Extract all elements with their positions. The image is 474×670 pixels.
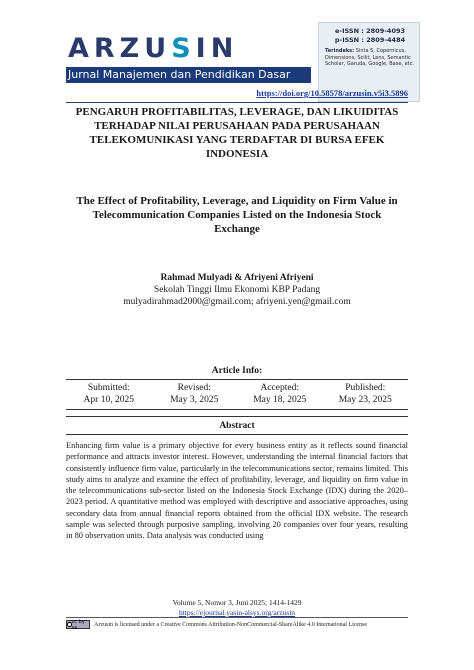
info-date: Apr 10, 2025 <box>83 395 134 405</box>
abstract-rule-top <box>66 416 408 417</box>
journal-logo <box>68 34 238 64</box>
author-emails: mulyadirahmad2000@gmail.com; afriyeni.yen@gmail.com <box>123 297 351 307</box>
page-footer <box>66 598 408 618</box>
logo-accent: S <box>171 33 196 64</box>
logo-prefix: ARZU <box>68 33 172 64</box>
info-label: Revised: <box>177 383 211 393</box>
title-english: The Effect of Profitability, Leverage, and Liquidity on Firm Value in Telecommunication Companies Listed on the Indonesia Stock Exchange <box>76 195 398 235</box>
doi-bar <box>66 83 408 103</box>
authors-block <box>66 272 408 308</box>
abstract-title: Abstract <box>219 421 255 431</box>
logo-suffix: IN <box>195 33 239 64</box>
journal-header <box>0 0 474 108</box>
journal-tagline: Jurnal Manajemen dan Pendidikan Dasar <box>66 67 311 83</box>
license-bar <box>66 617 408 629</box>
author-affiliation: Sekolah Tinggi Ilmu Ekonomi KBP Padang <box>153 285 321 295</box>
p-issn: p-ISSN : 2809-4484 <box>334 36 406 44</box>
info-accepted <box>237 382 323 406</box>
title-indonesian: PENGARUH PROFITABILITAS, LEVERAGE, DAN LIKUIDITAS TERHADAP NILAI PERUSAHAAN PADA PERUSAHAAN TELEKOMUNIKASI YANG TERDAFTAR DI BURSA EFEK INDONESIA <box>75 106 399 160</box>
abstract-rule-bottom <box>66 434 408 435</box>
abstract-body: Enhancing firm value is a primary objective for every business entity as it reflects sound financial performance and attracts investor interest. However, understanding the internal financial factors that consistently influence firm value, particularly in the telecommunications sector, remains limited. This study aims to analyze and examine the effect of profitability, leverage, and liquidity on firm value in the telecommunications sub-sector listed on the Indonesia Stock Exchange (IDX) during the 2020–2023 period. A quantitative method was employed with descriptive and associative approaches, using secondary data from annual financial reports obtained from the official IDX website. The research sample was selected through purposive sampling, involving 20 companies over four years, resulting in 80 observation units. Data analysis was conducted using <box>66 441 408 541</box>
index-label: Terindeks: <box>325 48 355 54</box>
e-issn: e-ISSN : 2809-4093 <box>334 27 406 35</box>
cc-badge-text: cc by sa <box>71 618 85 631</box>
article-info-title: Article Info: <box>211 366 263 376</box>
info-date: May 23, 2025 <box>338 395 392 405</box>
article-info-table <box>66 379 408 410</box>
doi-link[interactable]: https://doi.org/10.58578/arzusin.v5i3.5896 <box>256 88 408 98</box>
info-submitted <box>66 382 152 406</box>
info-label: Accepted: <box>260 383 299 393</box>
cc-license-icon[interactable] <box>66 620 90 629</box>
index-text: Sinta 5, Copernicus, Dimensions, Scilit, Lens, Semantic Scholar, Garuda, Google, Base, etc. <box>325 48 414 67</box>
info-label: Published: <box>345 383 386 393</box>
info-published <box>323 382 409 406</box>
author-names: Rahmad Mulyadi & Afriyeni Afriyeni <box>160 273 314 283</box>
info-date: May 18, 2025 <box>253 395 307 405</box>
journal-url-link[interactable]: https://ejournal.yasin-alsys.org/arzusin <box>178 608 296 617</box>
license-text: Arzusin is licensed under a Creative Commons Attribution-NonCommercial-ShareAlike 4.0 International License <box>94 621 368 628</box>
index-list <box>325 48 415 68</box>
info-date: May 3, 2025 <box>170 395 219 405</box>
info-revised <box>152 382 238 406</box>
volume-info: Volume 5, Nomor 3, Juni 2025; 1414-1429 <box>172 598 302 607</box>
info-label: Submitted: <box>87 383 130 393</box>
